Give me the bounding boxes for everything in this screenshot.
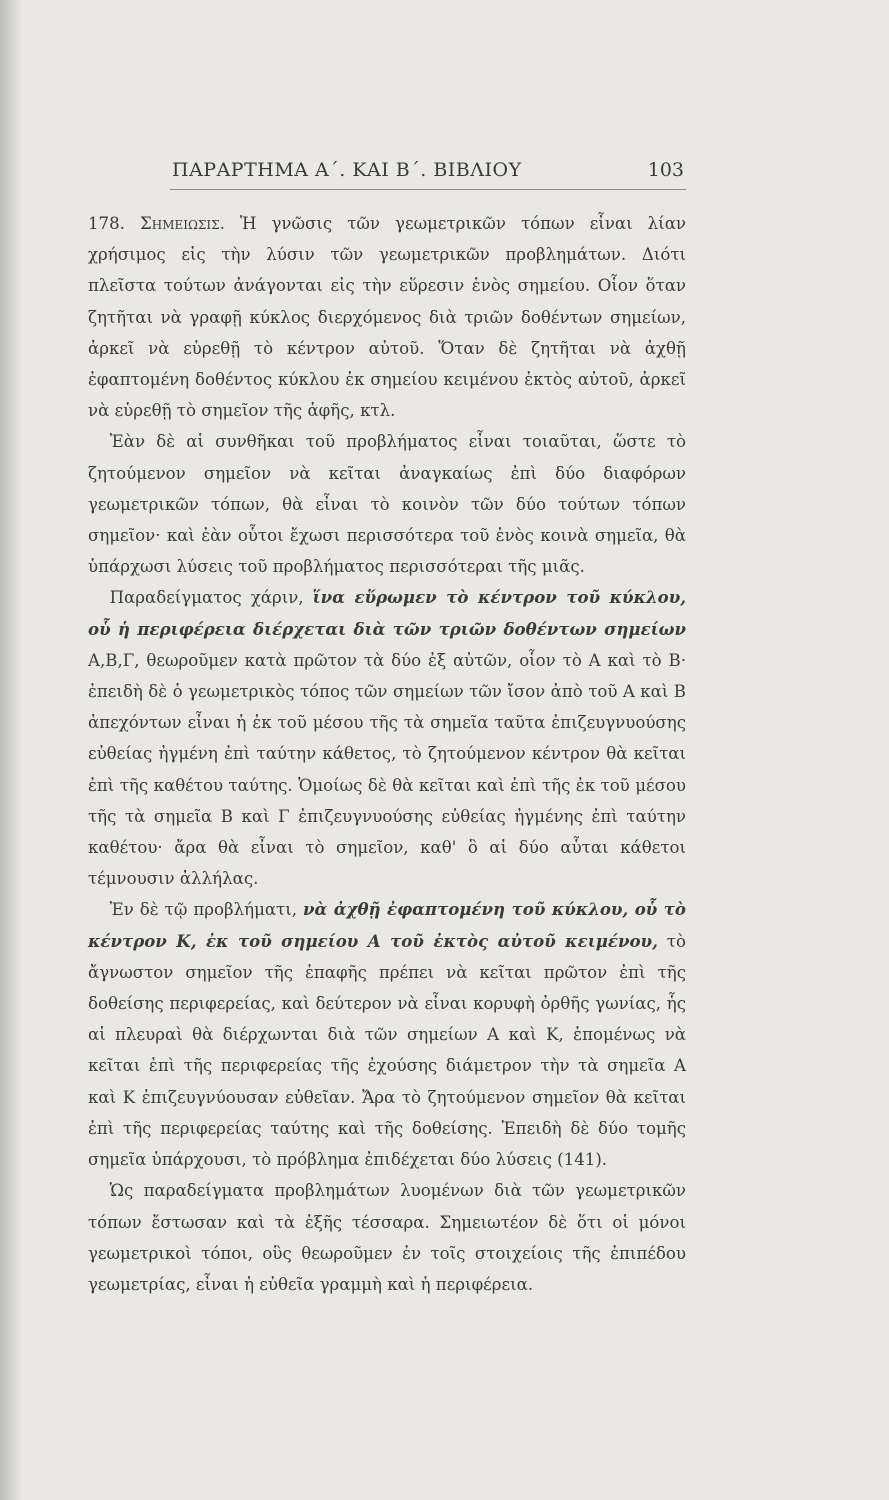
paragraph (88, 1175, 686, 1300)
page-header (170, 155, 686, 190)
paragraph-text: Ἐν δὲ τῷ προβλήματι, (109, 900, 303, 920)
paragraph (88, 894, 686, 1175)
paragraph (88, 582, 686, 894)
section-number: 178. (88, 214, 140, 233)
paragraph-text: Ἐὰν δὲ αἱ συνθῆκαι τοῦ προβλήματος εἶναι τοιαῦται, ὥστε τὸ ζητούμενον σημεῖον νὰ κεῖται ἀναγκαίως ἐπὶ δύο διαφόρων γεωμετρικῶν τόπων, θὰ εἶναι τὸ κοινὸν τῶν δύο τούτων τόπων σημεῖον· καὶ ἐὰν οὗτοι ἔχωσι περισσότερα τοῦ ἑνὸς κοινὰ σημεῖα, θὰ ὑπάρχωσι λύσεις τοῦ προβλήματος περισσότεραι τῆς μιᾶς. (88, 432, 686, 577)
paragraph (88, 208, 686, 426)
paragraph-text: Παραδείγματος χάριν, (109, 588, 313, 608)
section-label: Σημειωσις. (140, 214, 225, 233)
paragraph-text: Ἡ γνῶσις τῶν γεωμετρικῶν τόπων εἶναι λίαν χρήσιμος εἰς τὴν λύσιν τῶν γεωμετρικῶν προβλημάτων. Διότι πλεῖστα τούτων ἀνάγονται εἰς τὴν εὕρεσιν ἑνὸς σημείου. Οἷον ὅταν ζητῆται νὰ γραφῇ κύκλος διερχόμενος διὰ τριῶν δοθέντων σημείων, ἀρκεῖ νὰ εὑρεθῇ τὸ κέντρον αὐτοῦ. Ὅταν δὲ ζητῆται νὰ ἀχθῇ ἐφαπτομένη δοθέντος κύκλου ἐκ σημείου κειμένου ἐκτὸς αὐτοῦ, ἀρκεῖ νὰ εὑρεθῇ τὸ σημεῖον τῆς ἁφῆς, κτλ. (88, 214, 686, 421)
paragraph-text: τὸ ἄγνωστον σημεῖον τῆς ἐπαφῆς πρέπει νὰ κεῖται πρῶτον ἐπὶ τῆς δοθείσης περιφερείας, καὶ δεύτερον νὰ εἶναι κορυφὴ ὀρθῆς γωνίας, ἧς αἱ πλευραὶ θὰ διέρχωνται διὰ τῶν σημείων Α καὶ Κ, ἑπομένως νὰ κεῖται ἐπὶ τῆς περιφερείας τῆς ἐχούσης διάμετρον τὴν τὰ σημεῖα Α καὶ Κ ἐπιζευγνύουσαν εὐθεῖαν. Ἄρα τὸ ζητούμενον σημεῖον θὰ κεῖται ἐπὶ τῆς περιφερείας ταύτης καὶ τῆς δοθείσης. Ἐπειδὴ δὲ δύο τομῆς σημεῖα ὑπάρχουσι, τὸ πρόβλημα ἐπιδέχεται δύο λύσεις (141). (88, 931, 686, 1170)
emphasized-problem: νὰ ἀχθῇ ἐφαπτομένη τοῦ κύκλου, οὗ τὸ κέντρον Κ, ἐκ τοῦ σημείου Α τοῦ ἐκτὸς αὐτοῦ κειμένου, (88, 899, 686, 951)
emphasized-problem: ἵνα εὕρωμεν τὸ κέντρον τοῦ κύκλου, οὗ ἡ περιφέρεια διέρχεται διὰ τῶν τριῶν δοθέντων σημείων (88, 587, 686, 639)
paragraph (88, 426, 686, 582)
page-number: 103 (647, 159, 684, 181)
paragraph-text: Α,Β,Γ, θεωροῦμεν κατὰ πρῶτον τὰ δύο ἐξ αὐτῶν, οἷον τὸ Α καὶ τὸ Β· ἐπειδὴ δὲ ὁ γεωμετρικὸς τόπος τῶν σημείων τῶν ἴσον ἀπὸ τοῦ Α καὶ Β ἀπεχόντων εἶναι ἡ ἐκ τοῦ μέσου τῆς τὰ σημεῖα ταῦτα ἐπιζευγνυούσης εὐθείας ἠγμένη ἐπὶ ταύτην κάθετος, τὸ ζητούμενον κέντρον θὰ κεῖται ἐπὶ τῆς καθέτου ταύτης. Ὁμοίως δὲ θὰ κεῖται καὶ ἐπὶ τῆς ἐκ τοῦ μέσου τῆς τὰ σημεῖα Β καὶ Γ ἐπιζευγνυούσης εὐθείας ἠγμένης ἐπὶ ταύτην καθέτου· ἄρα θὰ εἶναι τὸ σημεῖον, καθ' ὃ αἱ δύο αὗται κάθετοι τέμνουσιν ἀλλήλας. (88, 650, 686, 889)
body-text (88, 208, 686, 1300)
paragraph-text: Ὡς παραδείγματα προβλημάτων λυομένων διὰ τῶν γεωμετρικῶν τόπων ἔστωσαν καὶ τὰ ἑξῆς τέσσαρα. Σημειωτέον δὲ ὅτι οἱ μόνοι γεωμετρικοὶ τόποι, οὓς θεωροῦμεν ἐν τοῖς στοιχείοις τῆς ἐπιπέδου γεωμετρίας, εἶναι ἡ εὐθεῖα γραμμὴ καὶ ἡ περιφέρεια. (88, 1181, 686, 1294)
running-title: ΠΑΡΑΡΤΗΜΑ Α΄. ΚΑΙ Β΄. ΒΙΒΛΙΟΥ (172, 159, 522, 181)
